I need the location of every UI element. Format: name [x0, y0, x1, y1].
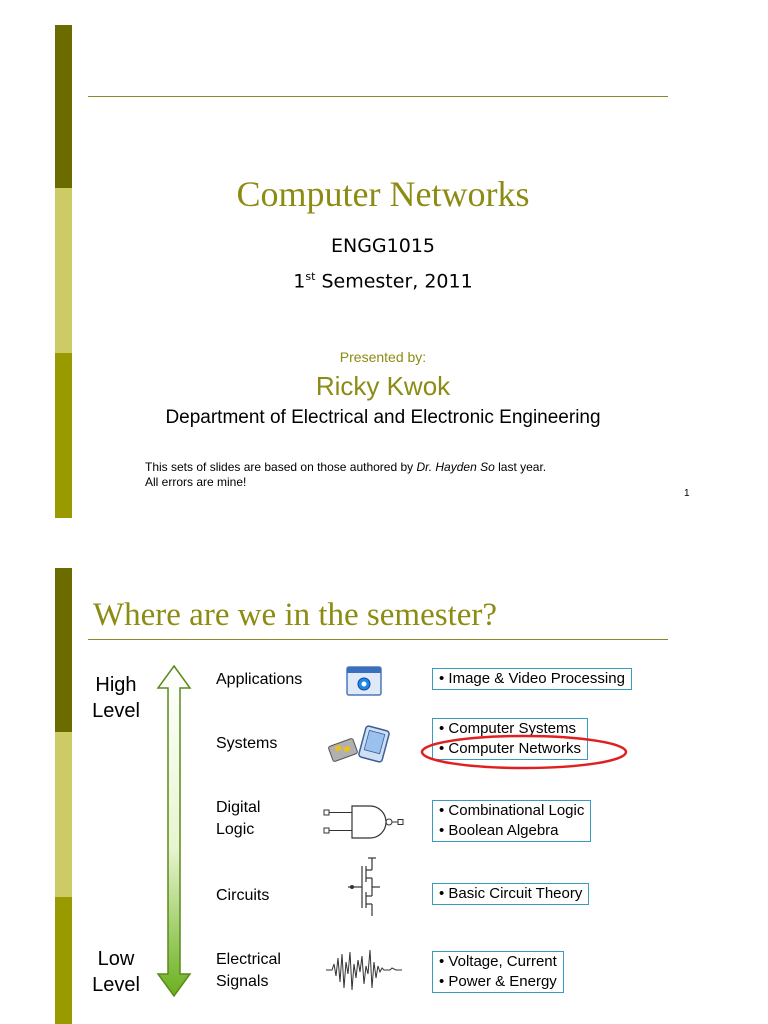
level-electrical-signals [216, 949, 281, 993]
note-prefix: This sets of slides are based on those authored by [145, 460, 417, 474]
bullet-item: • Voltage, Current [439, 953, 557, 970]
high-line-2: Level [92, 700, 140, 722]
highlight-ellipse [418, 732, 630, 772]
level-label: Digital [216, 799, 261, 816]
slide2-bar-light [55, 732, 72, 897]
note-line-1 [145, 460, 546, 475]
semester [88, 264, 678, 294]
slide2-bar-mid [55, 897, 72, 1024]
level-circuits [216, 885, 269, 907]
bullet-box-electrical-signals [432, 951, 564, 993]
slide2-title-rule [88, 639, 668, 640]
level-applications [216, 669, 302, 691]
bullet-item: • Basic Circuit Theory [439, 885, 583, 902]
low-level-label [82, 946, 150, 998]
bullet-item: • Boolean Algebra [439, 822, 559, 839]
slide2-title: Where are we in the semester? [93, 597, 498, 633]
systems-icon [328, 724, 394, 768]
high-line-1: High [95, 674, 137, 696]
course-code: ENGG1015 [330, 235, 436, 257]
bullet-item: • Combinational Logic [439, 802, 585, 819]
level-label: Electrical [216, 951, 281, 968]
bullet-item: • Computer Networks [439, 740, 581, 757]
note-author: Dr. Hayden So [416, 460, 495, 474]
page-number: 1 [684, 488, 690, 499]
high-level-label [82, 672, 150, 724]
application-window-icon [346, 666, 382, 696]
slide1-bar-mid [55, 353, 72, 518]
level-label-2: Signals [216, 973, 269, 990]
level-label: Applications [216, 671, 303, 688]
level-systems [216, 733, 277, 755]
slide1-title-rule [88, 96, 668, 97]
nand-gate-icon [322, 804, 406, 840]
bullet-box-circuits [432, 883, 589, 905]
level-label: Systems [216, 735, 278, 752]
level-label-2: Logic [216, 821, 255, 838]
semester-rest: Semester, 2011 [315, 270, 473, 293]
level-digital-logic [216, 797, 260, 841]
slide1-bar-dark [55, 25, 72, 188]
slide1-bar-light [55, 188, 72, 353]
presented-by: Presented by: [339, 349, 427, 365]
bullet-box-digital-logic [432, 800, 591, 842]
note-suffix: last year. [494, 460, 547, 474]
slide1-title: Computer Networks [236, 174, 530, 214]
bullet-item: • Image & Video Processing [439, 670, 625, 687]
low-line-1: Low [97, 948, 135, 970]
transistor-icon [344, 856, 384, 918]
department: Department of Electrical and Electronic Engineering [165, 407, 601, 428]
low-line-2: Level [92, 974, 140, 996]
slide2-bar-dark [55, 568, 72, 732]
slide1-note [145, 460, 546, 490]
bullet-item: • Computer Systems [439, 720, 576, 737]
double-arrow-icon [156, 664, 192, 998]
bullet-item: • Power & Energy [439, 973, 557, 990]
semester-sup: st [305, 270, 316, 283]
waveform-icon [326, 944, 402, 994]
bullet-box-applications [432, 668, 632, 690]
presenter-name: Ricky Kwok [315, 371, 451, 401]
level-label: Circuits [216, 887, 270, 904]
semester-num: 1 [293, 270, 306, 293]
note-line-2: All errors are mine! [145, 475, 247, 489]
